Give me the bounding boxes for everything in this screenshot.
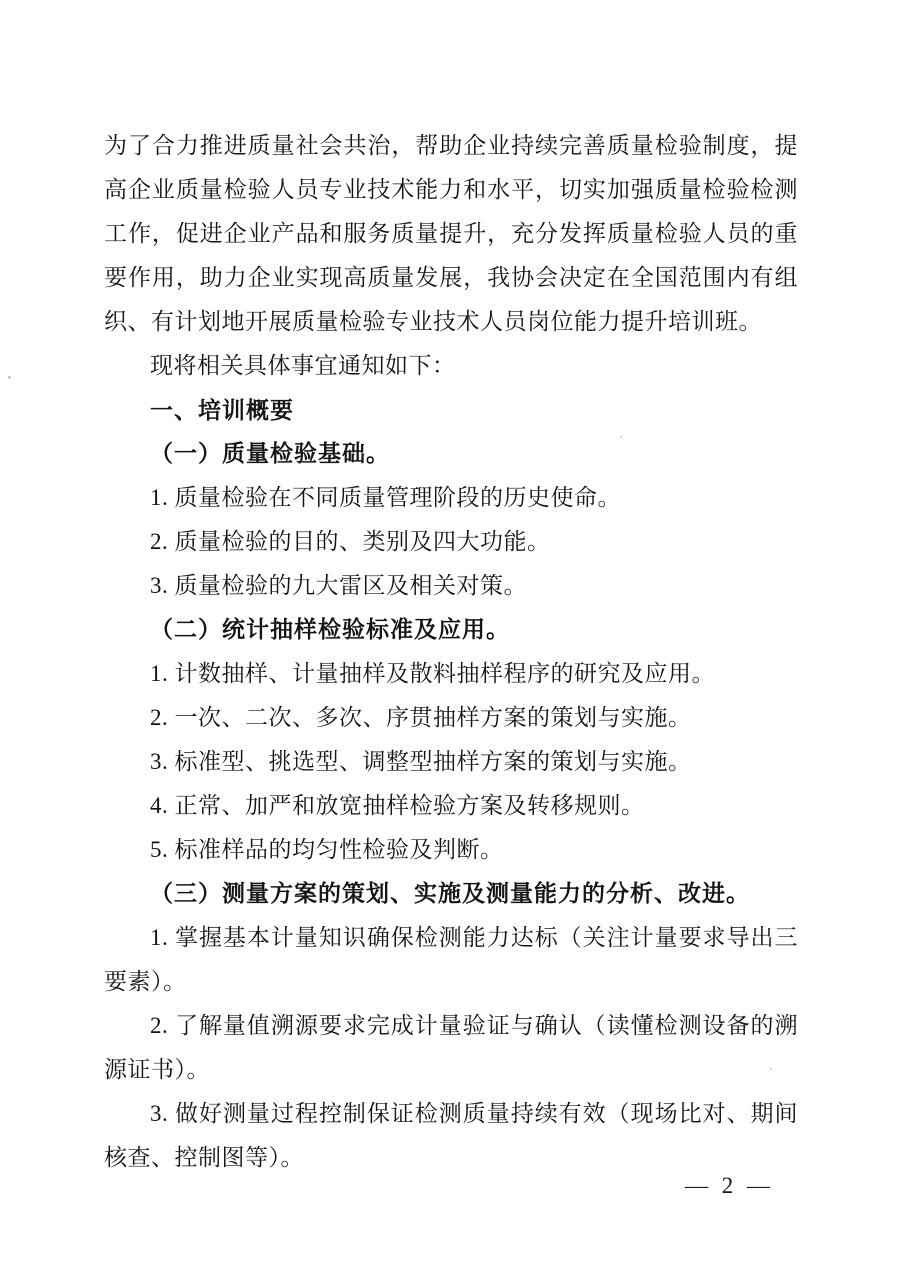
section-one-heading: 一、培训概要	[150, 397, 294, 423]
page-number: — 2 —	[685, 1173, 774, 1198]
subsection-1-item-3: 3. 质量检验的九大雷区及相关对策。	[150, 573, 527, 598]
subsection-3-heading: （三）测量方案的策划、实施及测量能力的分析、改进。	[150, 881, 750, 906]
scan-artifact-speck	[8, 376, 11, 379]
document-body	[104, 124, 798, 1180]
subsection-2-item-3: 3. 标准型、挑选型、调整型抽样方案的策划与实施。	[150, 749, 692, 774]
scan-artifact-speck	[620, 436, 622, 438]
subsection-2-item-1: 1. 计数抽样、计量抽样及散料抽样程序的研究及应用。	[150, 661, 715, 686]
subsection-2-item-4: 4. 正常、加严和放宽抽样检验方案及转移规则。	[150, 793, 645, 818]
subsection-2-item-5: 5. 标准样品的均匀性检验及判断。	[150, 837, 504, 862]
subsection-1-heading: （一）质量检验基础。	[150, 441, 390, 466]
subsection-2-heading: （二）统计抽样检验标准及应用。	[150, 617, 510, 642]
subsection-3-item-2: 2. 了解量值溯源要求完成计量验证与确认（读懂检测设备的溯源证书）。	[104, 1013, 798, 1082]
subsection-3-item-3: 3. 做好测量过程控制保证检测质量持续有效（现场比对、期间核查、控制图等）。	[104, 1101, 798, 1170]
subsection-1-item-1: 1. 质量检验在不同质量管理阶段的历史使命。	[150, 485, 621, 510]
subsection-2-item-2: 2. 一次、二次、多次、序贯抽样方案的策划与实施。	[150, 705, 692, 730]
subsection-3-item-1: 1. 掌握基本计量知识确保检测能力达标（关注计量要求导出三要素）。	[104, 925, 798, 994]
intro-paragraph: 为了合力推进质量社会共治，帮助企业持续完善质量检验制度，提高企业质量检验人员专业技术能力和水平，切实加强质量检验检测工作，促进企业产品和服务质量提升，充分发挥质量检验人员的重要作用，助力企业实现高质量发展，我协会决定在全国范围内有组织、有计划地开展质量检验专业技术人员岗位能力提升培训班。	[104, 133, 798, 334]
notice-line: 现将相关具体事宜通知如下：	[150, 353, 456, 378]
scan-artifact-speck	[770, 1068, 772, 1070]
subsection-1-item-2: 2. 质量检验的目的、类别及四大功能。	[150, 529, 551, 554]
